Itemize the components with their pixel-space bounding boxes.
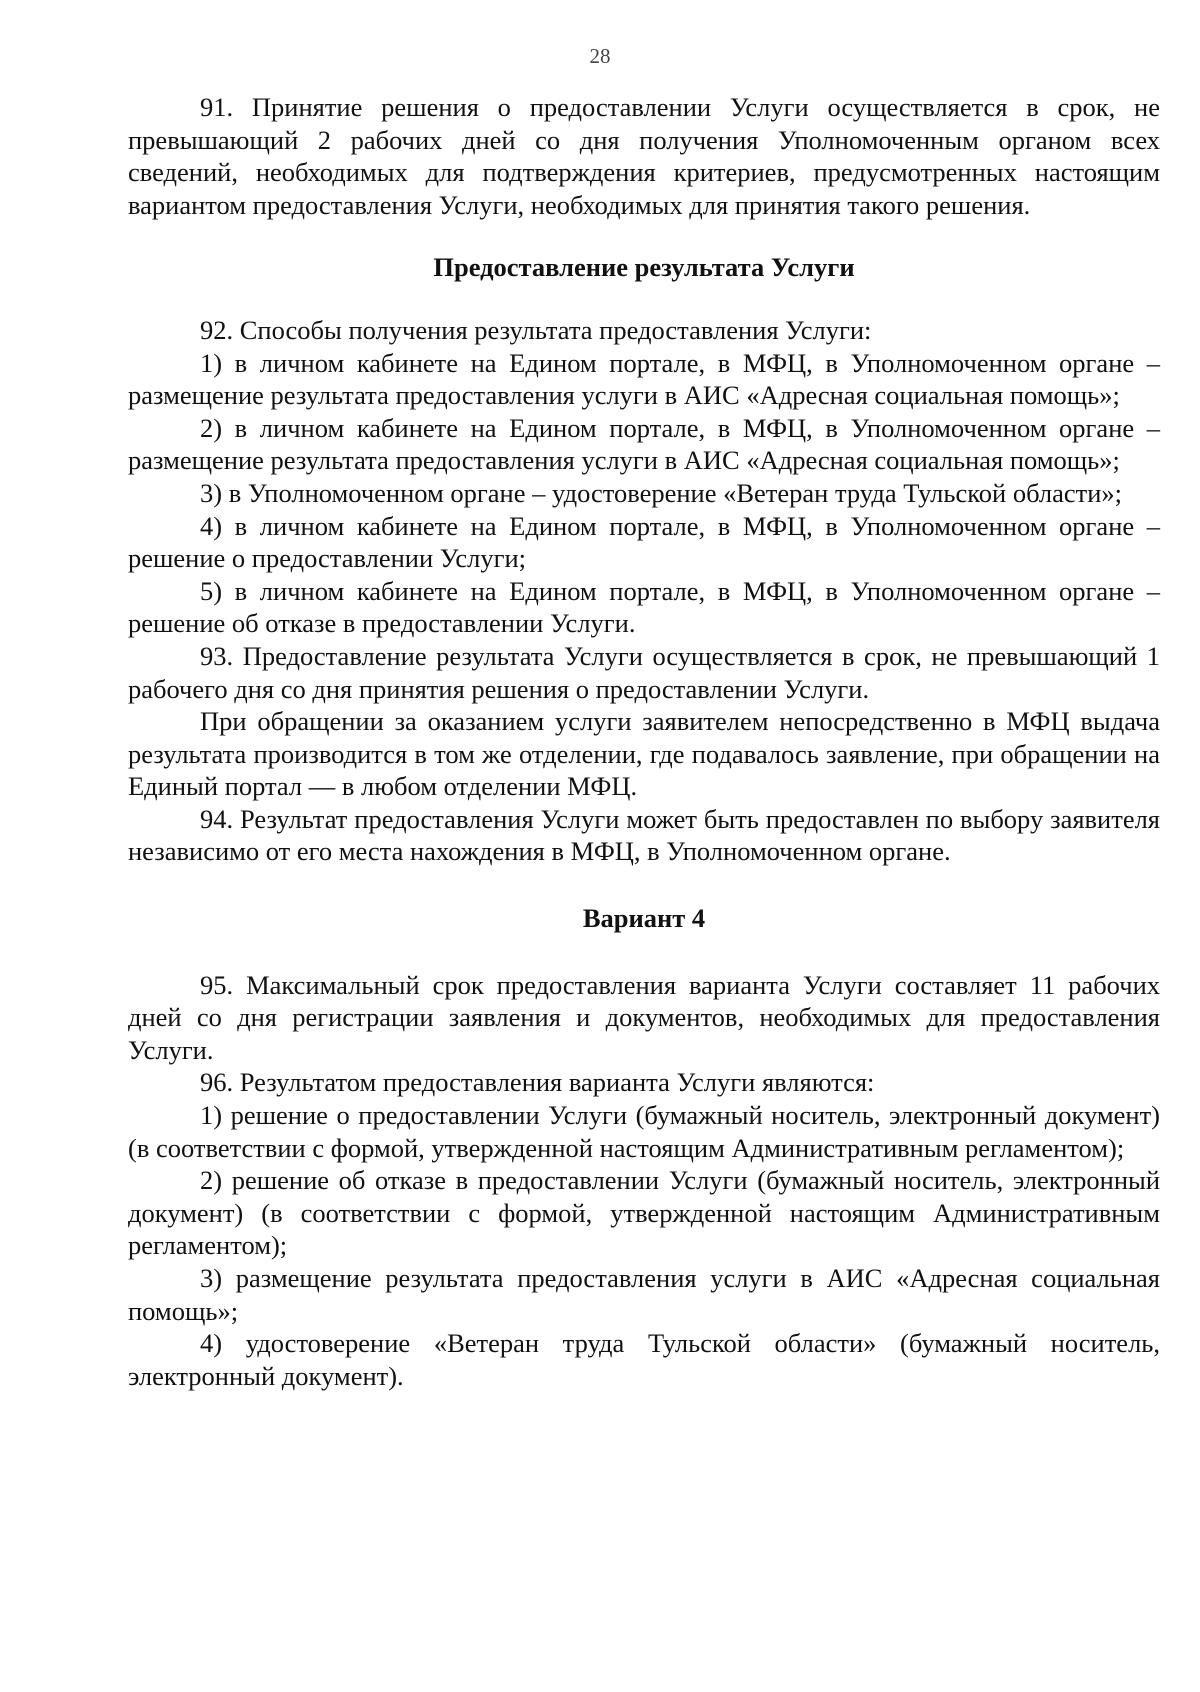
paragraph-92: 92. Способы получения результата предоставления Услуги: bbox=[200, 314, 872, 345]
list-item-1: 1) в личном кабинете на Едином портале, в МФЦ, в Уполномоченном органе – размещение результата предоставления услуги в АИС «Адресная социальная помощь»; bbox=[128, 347, 1160, 411]
result-item-1: 1) решение о предоставлении Услуги (бумажный носитель, электронный документ) (в соответствии с формой, утвержденной настоящим Административным регламентом); bbox=[128, 1100, 1160, 1163]
result-item-2: 2) решение об отказе в предоставлении Услуги (бумажный носитель, электронный документ) (в соответствии с формой, утвержденной настоящим Административным регламентом); bbox=[128, 1165, 1160, 1261]
page-number: 28 bbox=[589, 44, 611, 68]
paragraph-mfc-note: При обращении за оказанием услуги заявителем непосредственно в МФЦ выдача результата производится в том же отделении, где подавалось заявление, при обращении на Единый портал — в любом отделении МФЦ. bbox=[128, 706, 1160, 802]
paragraph-95: 95. Максимальный срок предоставления варианта Услуги составляет 11 рабочих дней со дня регистрации заявления и документов, необходимых для предоставления Услуги. bbox=[128, 969, 1160, 1065]
list-item-3: 3) в Уполномоченном органе – удостоверение «Ветеран труда Тульской области»; bbox=[200, 477, 1123, 508]
list-item-2: 2) в личном кабинете на Едином портале, в МФЦ, в Уполномоченном органе – размещение результата предоставления услуги в АИС «Адресная социальная помощь»; bbox=[128, 412, 1160, 476]
list-item-4: 4) в личном кабинете на Едином портале, в МФЦ, в Уполномоченном органе – решение о предоставлении Услуги; bbox=[128, 510, 1160, 574]
paragraph-96: 96. Результатом предоставления варианта Услуги являются: bbox=[200, 1067, 875, 1098]
section-heading-variant-4: Вариант 4 bbox=[582, 903, 706, 934]
result-item-4: 4) удостоверение «Ветеран труда Тульской области» (бумажный носитель, электронный документ). bbox=[128, 1328, 1160, 1391]
paragraph-94: 94. Результат предоставления Услуги может быть предоставлен по выбору заявителя независимо от его места нахождения в МФЦ, в Уполномоченном органе. bbox=[128, 803, 1160, 867]
list-item-5: 5) в личном кабинете на Едином портале, в МФЦ, в Уполномоченном органе – решение об отказе в предоставлении Услуги. bbox=[128, 575, 1160, 639]
paragraph-91: 91. Принятие решения о предоставлении Услуги осуществляется в срок, не превышающий 2 рабочих дней со дня получения Уполномоченным органом всех сведений, необходимых для подтверждения критериев, предусмотренных настоящим вариантом предоставления Услуги, необходимых для принятия такого решения. bbox=[128, 92, 1160, 220]
section-heading-result: Предоставление результата Услуги bbox=[433, 252, 855, 283]
document-body bbox=[128, 91, 1160, 1392]
paragraph-93: 93. Предоставление результата Услуги осуществляется в срок, не превышающий 1 рабочего дня со дня принятия решения о предоставлении Услуги. bbox=[128, 640, 1160, 704]
result-item-3: 3) размещение результата предоставления услуги в АИС «Адресная социальная помощь»; bbox=[128, 1263, 1160, 1326]
